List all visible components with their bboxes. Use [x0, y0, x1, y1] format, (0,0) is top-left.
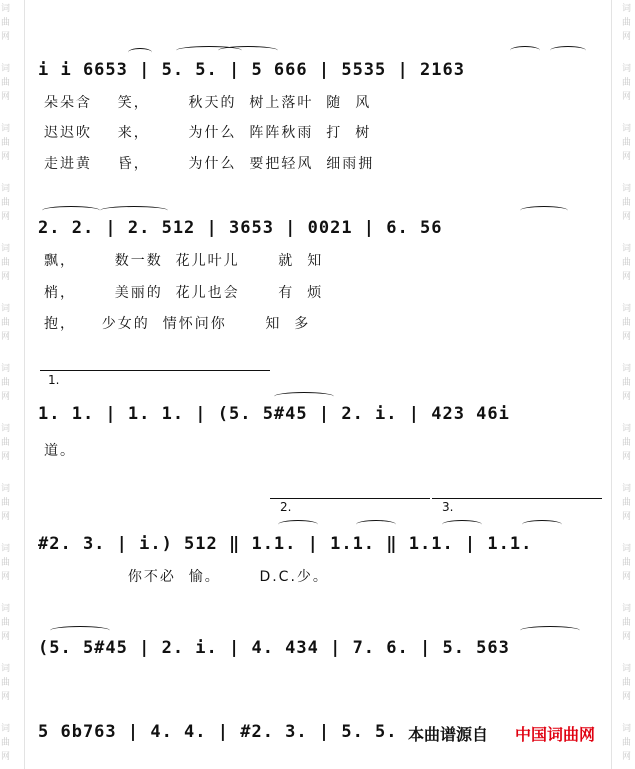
volta-label: 1.: [48, 373, 60, 387]
tie-mark: [42, 206, 100, 215]
watermark-char: 曲: [1, 318, 11, 328]
watermark-char: 网: [622, 512, 632, 522]
notation-line: 5 6b763 | 4. 4. | #2. 3. | 5. 5.: [38, 722, 398, 742]
watermark-char: 词: [622, 544, 632, 554]
watermark-char: 网: [622, 392, 632, 402]
watermark-char: 词: [622, 64, 632, 74]
watermark-char: 网: [1, 212, 11, 222]
watermark-char: 词: [1, 124, 11, 134]
watermark-char: 网: [1, 692, 11, 702]
tie-mark: [50, 626, 110, 635]
watermark-char: 曲: [1, 498, 11, 508]
watermark-char: 词: [1, 484, 11, 494]
watermark-char: 词: [622, 364, 632, 374]
watermark-char: 曲: [622, 438, 632, 448]
watermark-char: 曲: [622, 738, 632, 748]
watermark-char: 词: [622, 424, 632, 434]
watermark-char: 词: [622, 724, 632, 734]
watermark-char: 曲: [1, 138, 11, 148]
watermark-char: 曲: [622, 618, 632, 628]
margin-line-left: [24, 0, 25, 769]
tie-mark: [522, 520, 562, 529]
watermark-char: 网: [1, 332, 11, 342]
tie-mark: [218, 46, 278, 55]
notation-line: 2. 2. | 2. 512 | 3653 | 0021 | 6. 56: [38, 218, 443, 238]
watermark-char: 曲: [1, 378, 11, 388]
watermark-char: 词: [622, 604, 632, 614]
watermark-char: 网: [1, 512, 11, 522]
watermark-char: 曲: [622, 198, 632, 208]
watermark-char: 曲: [1, 78, 11, 88]
watermark-char: 网: [1, 572, 11, 582]
watermark-char: 曲: [622, 18, 632, 28]
volta-label: 2.: [280, 500, 292, 514]
watermark-char: 曲: [1, 438, 11, 448]
watermark-char: 曲: [1, 258, 11, 268]
tie-mark: [550, 46, 586, 55]
watermark-char: 网: [1, 92, 11, 102]
watermark-char: 网: [1, 452, 11, 462]
watermark-strip-right: [621, 0, 635, 769]
watermark-char: 词: [1, 304, 11, 314]
watermark-char: 网: [622, 332, 632, 342]
watermark-char: 词: [622, 664, 632, 674]
watermark-char: 词: [1, 604, 11, 614]
watermark-char: 词: [1, 724, 11, 734]
watermark-char: 曲: [1, 18, 11, 28]
watermark-char: 词: [1, 244, 11, 254]
watermark-char: 曲: [1, 198, 11, 208]
tie-mark: [274, 392, 334, 401]
watermark-char: 曲: [622, 138, 632, 148]
watermark-char: 网: [1, 32, 11, 42]
tie-mark: [442, 520, 482, 529]
watermark-char: 词: [1, 664, 11, 674]
tie-mark: [100, 206, 168, 215]
notation-line: 1. 1. | 1. 1. | (5. 5#45 | 2. i. | 423 46i: [38, 404, 510, 424]
watermark-char: 曲: [622, 258, 632, 268]
watermark-char: 网: [1, 152, 11, 162]
notation-line: i i 6653 | 5. 5. | 5 666 | 5535 | 2163: [38, 60, 465, 80]
watermark-strip-left: [0, 0, 14, 769]
watermark-char: 词: [622, 184, 632, 194]
watermark-char: 曲: [622, 378, 632, 388]
notation-line: (5. 5#45 | 2. i. | 4. 434 | 7. 6. | 5. 563: [38, 638, 510, 658]
watermark-char: 网: [1, 272, 11, 282]
watermark-char: 曲: [1, 678, 11, 688]
watermark-char: 词: [622, 4, 632, 14]
watermark-char: 词: [622, 304, 632, 314]
notation-line: #2. 3. | i.) 512 ‖ 1.1. | 1.1. ‖ 1.1. | 1.1.: [38, 534, 533, 554]
tie-mark: [520, 626, 580, 635]
lyric-verse-2: 梢， 美丽的 花儿也会 有 烦: [44, 285, 324, 301]
watermark-char: 曲: [622, 678, 632, 688]
watermark-char: 曲: [622, 558, 632, 568]
watermark-char: 网: [622, 272, 632, 282]
lyric-verse-2: 迟迟吹 来， 为什么 阵阵秋雨 打 树: [44, 125, 372, 141]
watermark-char: 词: [622, 124, 632, 134]
watermark-char: 网: [1, 632, 11, 642]
margin-line-right: [611, 0, 612, 769]
watermark-char: 词: [1, 424, 11, 434]
lyric-verse-3: 抱， 少女的 情怀问你 知 多: [44, 316, 311, 332]
watermark-char: 词: [1, 64, 11, 74]
watermark-char: 曲: [1, 618, 11, 628]
lyric-verse-3: 走进黄 昏， 为什么 要把轻风 细雨拥: [44, 156, 375, 172]
watermark-char: 网: [622, 212, 632, 222]
site-name-link[interactable]: 中国词曲网: [515, 725, 596, 744]
volta-bracket: [40, 370, 270, 371]
tie-mark: [128, 48, 152, 57]
watermark-char: 网: [622, 572, 632, 582]
watermark-char: 词: [1, 184, 11, 194]
tie-mark: [510, 46, 540, 55]
watermark-char: 网: [622, 752, 632, 762]
watermark-char: 网: [622, 152, 632, 162]
lyric-verse-1: 你不必 愉。 D.C.少。: [44, 569, 329, 585]
source-label: 本曲谱源自: [408, 725, 489, 744]
lyric-verse-1: 朵朵含 笑， 秋天的 树上落叶 随 风: [44, 95, 372, 111]
watermark-char: 词: [1, 4, 11, 14]
watermark-char: 网: [622, 692, 632, 702]
watermark-char: 曲: [622, 318, 632, 328]
watermark-char: 网: [1, 392, 11, 402]
watermark-char: 词: [1, 544, 11, 554]
watermark-char: 网: [622, 92, 632, 102]
tie-mark: [356, 520, 396, 529]
tie-mark: [278, 520, 318, 529]
watermark-char: 词: [622, 244, 632, 254]
watermark-char: 网: [1, 752, 11, 762]
watermark-char: 曲: [622, 498, 632, 508]
tie-mark: [520, 206, 568, 215]
lyric-verse-1: 道。: [44, 443, 76, 459]
watermark-char: 词: [1, 364, 11, 374]
watermark-char: 曲: [1, 738, 11, 748]
watermark-char: 词: [622, 484, 632, 494]
watermark-char: 网: [622, 632, 632, 642]
lyric-verse-1: 飘， 数一数 花儿叶儿 就 知: [44, 253, 324, 269]
volta-bracket: [432, 498, 602, 499]
volta-label: 3.: [442, 500, 454, 514]
watermark-char: 曲: [622, 78, 632, 88]
watermark-char: 网: [622, 32, 632, 42]
volta-bracket: [270, 498, 430, 499]
watermark-char: 曲: [1, 558, 11, 568]
watermark-char: 网: [622, 452, 632, 462]
